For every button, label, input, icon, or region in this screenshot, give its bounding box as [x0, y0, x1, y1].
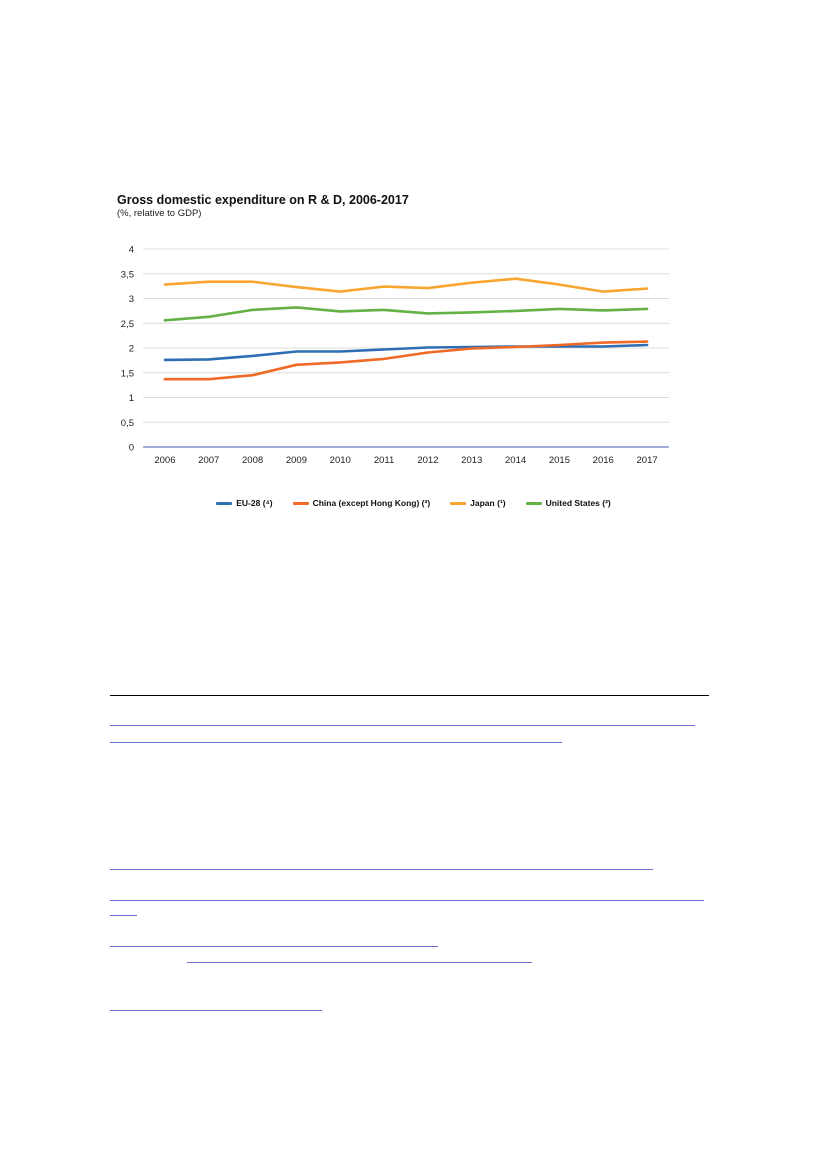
x-tick-label: 2014 [505, 455, 527, 466]
chart-title: Gross domestic expenditure on R & D, 2006-2017 [117, 193, 409, 207]
x-tick-label: 2016 [592, 455, 614, 466]
series-line [165, 345, 647, 360]
legend-entry [450, 498, 505, 508]
legend-entry [293, 498, 431, 508]
y-tick-label: 3 [128, 294, 134, 305]
series-line [165, 279, 647, 292]
underline-decoration [110, 869, 653, 870]
y-tick-label: 2 [128, 343, 134, 355]
underline-decoration [110, 946, 438, 947]
y-tick-label: 0 [128, 442, 134, 454]
legend-label: EU-28 (⁴) [236, 498, 273, 508]
x-tick-label: 2010 [329, 455, 351, 466]
underline-decoration [110, 1010, 322, 1011]
x-tick-label: 2006 [154, 455, 176, 466]
legend-entry [216, 498, 272, 508]
x-tick-label: 2012 [417, 455, 439, 466]
y-tick-label: 3,5 [120, 269, 134, 281]
y-tick-label: 4 [128, 244, 134, 256]
legend-label: United States (²) [545, 498, 611, 508]
y-tick-label: 0,5 [120, 417, 134, 429]
x-tick-label: 2009 [285, 455, 307, 466]
legend-swatch [293, 502, 309, 505]
x-tick-label: 2008 [242, 455, 264, 466]
x-tick-label: 2013 [461, 455, 483, 466]
chart-legend [0, 498, 827, 508]
chart-subtitle: (%, relative to GDP) [117, 208, 202, 219]
underline-decoration [110, 915, 137, 916]
legend-label: Japan (¹) [470, 498, 506, 508]
footnote-separator [110, 695, 709, 696]
x-tick-label: 2007 [198, 455, 220, 466]
y-tick-label: 1,5 [120, 368, 134, 380]
series-line [165, 307, 647, 320]
legend-swatch [216, 502, 232, 505]
underline-decoration [187, 962, 532, 963]
y-tick-label: 1 [128, 393, 134, 404]
underline-decoration [110, 725, 695, 726]
legend-swatch [526, 502, 542, 505]
legend-entry [526, 498, 611, 508]
x-tick-label: 2011 [373, 455, 395, 466]
underline-decoration [110, 742, 562, 743]
legend-swatch [450, 502, 466, 505]
line-chart [0, 0, 827, 500]
underline-decoration [110, 900, 704, 901]
x-tick-label: 2017 [636, 455, 658, 466]
y-tick-label: 2,5 [120, 318, 134, 330]
x-tick-label: 2015 [548, 455, 570, 466]
legend-label: China (except Hong Kong) (³) [312, 498, 431, 508]
